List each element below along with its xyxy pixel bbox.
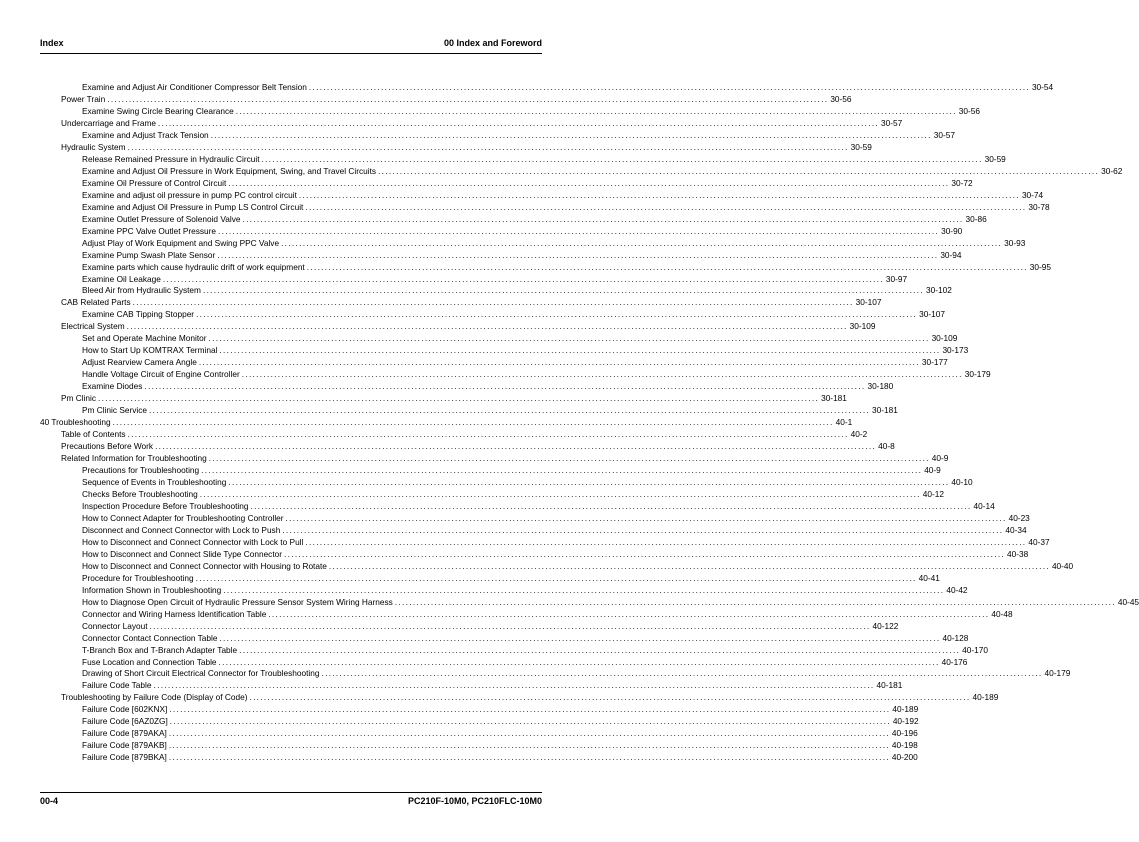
toc-entry-title: Failure Code [879AKA] bbox=[82, 728, 167, 739]
dot-leader: ........................................................................................................................................................................................................ bbox=[218, 656, 940, 667]
model-name: PC210F-10M0, PC210FLC-10M0 bbox=[407, 796, 542, 806]
toc-entry-page: 30-93 bbox=[1004, 237, 1026, 248]
toc-entry-page: 40-48 bbox=[991, 608, 1013, 619]
toc-entry-page: 30-181 bbox=[872, 405, 898, 416]
dot-leader: ........................................................................................................................................................................................................ bbox=[153, 680, 875, 691]
footer-rule bbox=[40, 792, 542, 793]
toc-entry-title: Examine CAB Tipping Stopper bbox=[82, 309, 195, 320]
toc-entry[interactable] bbox=[40, 141, 872, 154]
toc-entry[interactable] bbox=[40, 692, 999, 704]
toc-entry[interactable] bbox=[40, 465, 941, 477]
toc-entry-page: 30-109 bbox=[931, 333, 958, 344]
toc-entry-page: 40-41 bbox=[918, 572, 940, 583]
toc-entry-page: 40-12 bbox=[922, 488, 945, 499]
toc-entry[interactable] bbox=[40, 285, 952, 297]
dot-leader: ........................................................................................................................................................................................................ bbox=[127, 141, 849, 152]
toc-entry-page: 40-176 bbox=[941, 656, 968, 667]
dot-leader: ........................................................................................................................................................................................................ bbox=[149, 405, 871, 416]
toc-entry[interactable] bbox=[40, 476, 973, 489]
toc-entry-page: 30-107 bbox=[855, 297, 882, 308]
dot-leader: ........................................................................................................................................................................................................ bbox=[169, 716, 891, 727]
toc-entry[interactable] bbox=[40, 680, 903, 692]
toc-entry[interactable] bbox=[40, 273, 908, 286]
toc-entry-page: 40-38 bbox=[1007, 548, 1029, 559]
table-of-contents bbox=[40, 82, 1139, 764]
dot-leader: ........................................................................................................................................................................................................ bbox=[202, 285, 924, 296]
toc-entry[interactable] bbox=[40, 417, 853, 429]
toc-entry[interactable] bbox=[40, 500, 995, 513]
toc-entry-title: Power Train bbox=[61, 93, 106, 104]
dot-leader: ........................................................................................................................................................................................................ bbox=[239, 644, 961, 655]
dot-leader: ........................................................................................................................................................................................................ bbox=[321, 668, 1043, 679]
toc-entry[interactable] bbox=[40, 572, 940, 585]
dot-leader: ........................................................................................................................................................................................................ bbox=[127, 429, 849, 440]
toc-entry-page: 40-8 bbox=[878, 441, 895, 452]
dot-leader: ........................................................................................................................................................................................................ bbox=[162, 273, 884, 284]
toc-entry[interactable] bbox=[40, 441, 895, 453]
toc-entry-page: 30-86 bbox=[965, 213, 987, 224]
toc-entry-page: 40-189 bbox=[892, 704, 919, 715]
dot-leader: ........................................................................................................................................................................................................ bbox=[306, 261, 1028, 272]
toc-entry[interactable] bbox=[40, 82, 1054, 94]
toc-entry-page: 40-9 bbox=[931, 453, 949, 464]
toc-entry-title: Adjust Play of Work Equipment and Swing PPC Valve bbox=[82, 237, 280, 248]
toc-entry-page: 40-196 bbox=[891, 728, 918, 739]
dot-leader: ........................................................................................................................................................................................................ bbox=[241, 369, 963, 380]
toc-entry[interactable] bbox=[40, 752, 918, 764]
toc-entry-page: 30-95 bbox=[1029, 261, 1052, 272]
toc-entry[interactable] bbox=[40, 393, 847, 405]
toc-entry-title: Failure Code [879BKA] bbox=[82, 752, 167, 763]
toc-entry-title: Sequence of Events in Troubleshooting bbox=[82, 476, 227, 487]
toc-entry[interactable] bbox=[40, 596, 1139, 609]
toc-entry-page: 30-109 bbox=[849, 321, 876, 332]
header-rule bbox=[40, 53, 542, 54]
toc-entry[interactable] bbox=[40, 644, 988, 657]
toc-entry-page: 30-90 bbox=[941, 225, 963, 236]
dot-leader: ........................................................................................................................................................................................................ bbox=[168, 728, 890, 739]
toc-entry-title: How to Diagnose Open Circuit of Hydraulic Pressure Sensor System Wiring Harness bbox=[82, 596, 393, 607]
toc-entry[interactable] bbox=[40, 249, 962, 262]
toc-entry-page: 40-189 bbox=[972, 692, 999, 703]
toc-entry[interactable] bbox=[40, 333, 958, 345]
toc-entry-title: Set and Operate Machine Monitor bbox=[82, 333, 207, 344]
dot-leader: ........................................................................................................................................................................................................ bbox=[210, 129, 932, 140]
toc-entry-page: 30-57 bbox=[881, 117, 903, 128]
toc-entry-page: 30-180 bbox=[867, 381, 894, 392]
toc-entry-page: 30-59 bbox=[850, 141, 872, 152]
toc-entry[interactable] bbox=[40, 728, 918, 740]
toc-entry[interactable] bbox=[40, 620, 899, 633]
toc-entry-title: Troubleshooting by Failure Code (Display of Code) bbox=[61, 692, 248, 703]
toc-entry-title: Examine Oil Leakage bbox=[82, 273, 161, 284]
toc-entry-title: Examine Outlet Pressure of Solenoid Valve bbox=[82, 213, 241, 224]
dot-leader: ........................................................................................................................................................................................................ bbox=[328, 560, 1050, 571]
toc-entry-page: 40-34 bbox=[1005, 524, 1027, 535]
toc-entry-page: 30-59 bbox=[984, 153, 1006, 164]
toc-entry[interactable] bbox=[40, 381, 894, 393]
dot-leader: ........................................................................................................................................................................................................ bbox=[208, 333, 930, 344]
toc-entry[interactable] bbox=[40, 129, 955, 142]
toc-entry-title: Examine Oil Pressure of Control Circuit bbox=[82, 177, 227, 188]
dot-leader: ........................................................................................................................................................................................................ bbox=[285, 512, 1007, 523]
toc-entry-page: 40-179 bbox=[1044, 668, 1071, 679]
dot-leader: ........................................................................................................................................................................................................ bbox=[308, 82, 1030, 92]
toc-entry-title: Examine and Adjust Oil Pressure in Pump LS Control Circuit bbox=[82, 201, 304, 212]
toc-entry-title: Pm Clinic Service bbox=[82, 405, 148, 416]
toc-entry[interactable] bbox=[40, 297, 882, 309]
toc-entry-title: How to Connect Adapter for Troubleshooting Controller bbox=[82, 512, 284, 523]
toc-entry[interactable] bbox=[40, 524, 1027, 537]
toc-entry-title: Examine and adjust oil pressure in pump PC control circuit bbox=[82, 189, 297, 200]
dot-leader: ........................................................................................................................................................................................................ bbox=[219, 632, 941, 643]
toc-entry-title: Inspection Procedure Before Troubleshooting bbox=[82, 500, 249, 511]
toc-entry-title: Pm Clinic bbox=[61, 393, 97, 404]
toc-entry[interactable] bbox=[40, 165, 1123, 178]
toc-entry[interactable] bbox=[40, 105, 980, 118]
toc-entry-title: Precautions Before Work bbox=[61, 441, 154, 452]
toc-entry-page: 30-56 bbox=[958, 105, 980, 116]
toc-entry-title: How to Disconnect and Connect Connector with Housing to Rotate bbox=[82, 560, 327, 571]
toc-entry-page: 40-42 bbox=[946, 584, 968, 595]
header-chapter-title: 00 Index and Foreword bbox=[443, 38, 542, 48]
dot-leader: ........................................................................................................................................................................................................ bbox=[168, 740, 890, 751]
toc-entry-page: 30-74 bbox=[1021, 189, 1044, 200]
dot-leader: ........................................................................................................................................................................................................ bbox=[250, 500, 972, 511]
toc-entry[interactable] bbox=[40, 93, 852, 106]
toc-entry-title: Drawing of Short Circuit Electrical Connector for Troubleshooting bbox=[82, 668, 320, 679]
toc-entry-title: Disconnect and Connect Connector with Lock to Push bbox=[82, 524, 281, 535]
toc-entry[interactable] bbox=[40, 201, 1050, 214]
dot-leader: ........................................................................................................................................................................................................ bbox=[195, 572, 917, 583]
toc-entry-title: Examine and Adjust Air Conditioner Compressor Belt Tension bbox=[82, 82, 307, 92]
dot-leader: ........................................................................................................................................................................................................ bbox=[168, 752, 890, 763]
toc-entry-title: Failure Code Table bbox=[82, 680, 152, 691]
toc-entry-page: 30-78 bbox=[1028, 201, 1050, 212]
toc-entry-page: 30-54 bbox=[1031, 82, 1054, 92]
dot-leader: ........................................................................................................................................................................................................ bbox=[217, 249, 939, 260]
toc-entry[interactable] bbox=[40, 261, 1052, 274]
toc-entry[interactable] bbox=[40, 740, 918, 752]
dot-leader: ........................................................................................................................................................................................................ bbox=[126, 321, 848, 332]
toc-entry[interactable] bbox=[40, 189, 1044, 202]
toc-entry-page: 30-97 bbox=[885, 273, 908, 284]
toc-entry[interactable] bbox=[40, 560, 1074, 573]
dot-leader: ........................................................................................................................................................................................................ bbox=[249, 692, 971, 703]
toc-entry[interactable] bbox=[40, 237, 1026, 250]
toc-entry-page: 30-62 bbox=[1101, 165, 1123, 176]
toc-entry-title: Release Remained Pressure in Hydraulic Circuit bbox=[82, 153, 260, 164]
toc-entry-page: 40-128 bbox=[942, 632, 969, 643]
toc-entry-title: Examine and Adjust Oil Pressure in Work Equipment, Swing, and Travel Circuits bbox=[82, 165, 377, 176]
toc-entry-page: 30-57 bbox=[933, 129, 955, 140]
toc-entry-title: Connector and Wiring Harness Identification Table bbox=[82, 608, 267, 619]
dot-leader: ........................................................................................................................................................................................................ bbox=[112, 417, 834, 428]
toc-entry-page: 30-177 bbox=[921, 357, 948, 368]
toc-entry-title: Hydraulic System bbox=[61, 141, 126, 152]
dot-leader: ........................................................................................................................................................................................................ bbox=[305, 536, 1027, 547]
dot-leader: ........................................................................................................................................................................................................ bbox=[394, 596, 1116, 607]
toc-entry-page: 40-9 bbox=[924, 465, 941, 475]
toc-entry[interactable] bbox=[40, 321, 876, 333]
page-footer bbox=[40, 796, 542, 810]
dot-leader: ........................................................................................................................................................................................................ bbox=[242, 213, 964, 224]
toc-entry-title: Related Information for Troubleshooting bbox=[61, 453, 207, 464]
toc-entry-title: How to Start Up KOMTRAX Terminal bbox=[82, 345, 218, 356]
dot-leader: ........................................................................................................................................................................................................ bbox=[132, 297, 854, 308]
dot-leader: ........................................................................................................................................................................................................ bbox=[208, 453, 930, 464]
dot-leader: ........................................................................................................................................................................................................ bbox=[149, 620, 871, 631]
toc-entry[interactable] bbox=[40, 584, 968, 597]
toc-entry-page: 30-72 bbox=[951, 177, 973, 188]
dot-leader: ........................................................................................................................................................................................................ bbox=[199, 488, 921, 499]
dot-leader: ........................................................................................................................................................................................................ bbox=[107, 93, 829, 104]
dot-leader: ........................................................................................................................................................................................................ bbox=[198, 357, 920, 368]
toc-entry-page: 30-179 bbox=[964, 369, 991, 380]
toc-entry-title: Failure Code [602KNX] bbox=[82, 704, 168, 715]
toc-entry-title: Examine and Adjust Track Tension bbox=[82, 129, 209, 140]
toc-entry[interactable] bbox=[40, 153, 1006, 166]
toc-entry[interactable] bbox=[40, 225, 963, 238]
toc-entry-title: Examine parts which cause hydraulic drift of work equipment bbox=[82, 261, 305, 272]
toc-entry-title: Precautions for Troubleshooting bbox=[82, 465, 200, 475]
dot-leader: ........................................................................................................................................................................................................ bbox=[223, 584, 945, 595]
toc-entry[interactable] bbox=[40, 668, 1071, 680]
toc-entry-page: 40-37 bbox=[1028, 536, 1050, 547]
toc-entry-title: Handle Voltage Circuit of Engine Controller bbox=[82, 369, 240, 380]
toc-entry[interactable] bbox=[40, 177, 973, 190]
page-header bbox=[40, 38, 542, 52]
toc-entry-title: Connector Contact Connection Table bbox=[82, 632, 218, 643]
toc-entry-title: Examine Pump Swash Plate Sensor bbox=[82, 249, 216, 260]
toc-entry[interactable] bbox=[40, 512, 1030, 525]
toc-entry-page: 30-173 bbox=[942, 345, 969, 356]
dot-leader: ........................................................................................................................................................................................................ bbox=[261, 153, 983, 164]
dot-leader: ........................................................................................................................................................................................................ bbox=[201, 465, 923, 475]
dot-leader: ........................................................................................................................................................................................................ bbox=[218, 225, 940, 236]
toc-entry-title: T-Branch Box and T-Branch Adapter Table bbox=[82, 644, 238, 655]
toc-entry[interactable] bbox=[40, 548, 1029, 561]
toc-entry-page: 30-107 bbox=[919, 309, 945, 320]
dot-leader: ........................................................................................................................................................................................................ bbox=[228, 476, 950, 487]
toc-entry[interactable] bbox=[40, 357, 948, 369]
header-section-title: Index bbox=[40, 38, 64, 48]
toc-entry-page: 40-192 bbox=[892, 716, 919, 727]
toc-entry[interactable] bbox=[40, 656, 968, 669]
toc-entry[interactable] bbox=[40, 536, 1050, 549]
dot-leader: ........................................................................................................................................................................................................ bbox=[98, 393, 820, 404]
dot-leader: ........................................................................................................................................................................................................ bbox=[219, 345, 941, 356]
toc-entry-title: CAB Related Parts bbox=[61, 297, 131, 308]
toc-entry-title: Examine Swing Circle Bearing Clearance bbox=[82, 105, 234, 116]
toc-entry-title: Table of Contents bbox=[61, 429, 126, 440]
toc-entry[interactable] bbox=[40, 488, 945, 501]
toc-entry[interactable] bbox=[40, 453, 949, 465]
toc-entry-title: Undercarriage and Frame bbox=[61, 117, 156, 128]
toc-entry-page: 30-94 bbox=[940, 249, 962, 260]
dot-leader: ........................................................................................................................................................................................................ bbox=[298, 189, 1020, 200]
toc-entry[interactable] bbox=[40, 429, 868, 441]
toc-entry-title: Checks Before Troubleshooting bbox=[82, 488, 198, 499]
dot-leader: ........................................................................................................................................................................................................ bbox=[281, 237, 1003, 248]
toc-entry-title: Examine Diodes bbox=[82, 381, 143, 392]
toc-entry[interactable] bbox=[40, 117, 903, 130]
dot-leader: ........................................................................................................................................................................................................ bbox=[144, 381, 866, 392]
dot-leader: ........................................................................................................................................................................................................ bbox=[378, 165, 1100, 176]
toc-entry-page: 40-23 bbox=[1008, 512, 1030, 523]
dot-leader: ........................................................................................................................................................................................................ bbox=[282, 524, 1004, 535]
dot-leader: ........................................................................................................................................................................................................ bbox=[196, 309, 918, 320]
toc-entry-title: Connector Layout bbox=[82, 620, 148, 631]
toc-entry-title: 40 Troubleshooting bbox=[40, 417, 111, 428]
toc-entry[interactable] bbox=[40, 632, 969, 645]
dot-leader: ........................................................................................................................................................................................................ bbox=[228, 177, 950, 188]
toc-entry[interactable] bbox=[40, 345, 969, 357]
toc-entry-page: 40-10 bbox=[951, 476, 973, 487]
dot-leader: ........................................................................................................................................................................................................ bbox=[158, 117, 880, 128]
toc-entry-page: 40-181 bbox=[876, 680, 903, 691]
toc-entry-title: Failure Code [6AZ0ZG] bbox=[82, 716, 168, 727]
toc-entry-page: 40-2 bbox=[850, 429, 868, 440]
page-number: 00-4 bbox=[40, 796, 59, 806]
toc-entry-page: 30-102 bbox=[926, 285, 952, 296]
toc-entry-title: Procedure for Troubleshooting bbox=[82, 572, 194, 583]
toc-entry-page: 30-56 bbox=[830, 93, 852, 104]
toc-entry-page: 40-40 bbox=[1051, 560, 1074, 571]
dot-leader: ........................................................................................................................................................................................................ bbox=[268, 608, 990, 619]
dot-leader: ........................................................................................................................................................................................................ bbox=[305, 201, 1027, 212]
toc-entry-title: Electrical System bbox=[61, 321, 125, 332]
toc-entry[interactable] bbox=[40, 608, 1013, 621]
toc-entry-page: 40-14 bbox=[973, 500, 995, 511]
toc-entry-title: How to Disconnect and Connect Connector with Lock to Pull bbox=[82, 536, 304, 547]
toc-entry[interactable] bbox=[40, 309, 945, 321]
toc-entry-title: Fuse Location and Connection Table bbox=[82, 656, 217, 667]
toc-entry-page: 40-122 bbox=[872, 620, 899, 631]
toc-entry[interactable] bbox=[40, 716, 919, 728]
toc-entry-page: 40-45 bbox=[1117, 596, 1139, 607]
toc-entry-title: Failure Code [879AKB] bbox=[82, 740, 167, 751]
toc-entry-title: Bleed Air from Hydraulic System bbox=[82, 285, 201, 296]
toc-entry[interactable] bbox=[40, 704, 919, 716]
dot-leader: ........................................................................................................................................................................................................ bbox=[284, 548, 1006, 559]
toc-entry-page: 40-1 bbox=[835, 417, 853, 428]
toc-entry-title: Information Shown in Troubleshooting bbox=[82, 584, 222, 595]
toc-entry-title: How to Disconnect and Connect Slide Type Connector bbox=[82, 548, 283, 559]
toc-entry-title: Adjust Rearview Camera Angle bbox=[82, 357, 197, 368]
toc-entry[interactable] bbox=[40, 405, 898, 417]
dot-leader: ........................................................................................................................................................................................................ bbox=[169, 704, 891, 715]
dot-leader: ........................................................................................................................................................................................................ bbox=[235, 105, 957, 116]
dot-leader: ........................................................................................................................................................................................................ bbox=[155, 441, 877, 452]
toc-entry[interactable] bbox=[40, 213, 987, 226]
toc-entry-page: 40-200 bbox=[891, 752, 918, 763]
toc-entry-page: 30-181 bbox=[821, 393, 847, 404]
toc-entry-title: Examine PPC Valve Outlet Pressure bbox=[82, 225, 217, 236]
toc-entry-page: 40-198 bbox=[891, 740, 918, 751]
toc-entry-page: 40-170 bbox=[962, 644, 988, 655]
toc-entry[interactable] bbox=[40, 369, 991, 381]
